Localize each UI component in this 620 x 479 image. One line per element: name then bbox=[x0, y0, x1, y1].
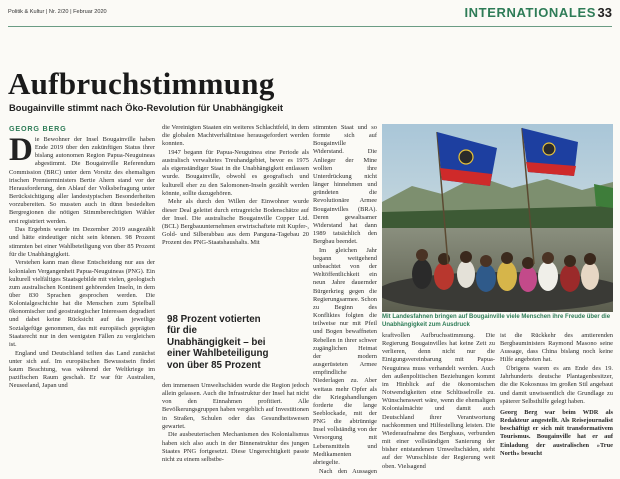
paragraph: die Vereinigten Staaten ein weiteres Schlachtfeld, in dem die globalen Machtverhältnisse herausgefordert werden konnten. bbox=[162, 124, 309, 148]
section-title: INTERNATIONALES bbox=[464, 5, 596, 20]
drop-cap: D bbox=[9, 136, 33, 168]
article-column-2-upper bbox=[162, 124, 309, 304]
paragraph: Übrigens waren es am Ende des 19. Jahrhunderts deutsche Plantagenbesitzer, die die Kokosnuss im großen Stil angebaut und damit unwissentlich die Grundlage zu späterer Selbsthilfe gelegt haben. bbox=[500, 365, 613, 405]
crowd bbox=[412, 249, 599, 292]
article-column-2-lower bbox=[162, 382, 309, 476]
paragraph: 1947 begann für Papua-Neuguinea eine Periode als australisch verwaltetes Treuhandgebiet, bevor es 1975 als eigenständiger Staat in die Unabhängigkeit entlassen wurde. Bougainville, obwohl es geografisch und kulturell eher zu den Salomonen-Inseln gezählt werden könnte, sollte dazugehören. bbox=[162, 148, 309, 197]
article-column-1 bbox=[9, 136, 155, 474]
flag-far-right bbox=[594, 184, 613, 208]
page-number: 33 bbox=[597, 5, 612, 20]
paragraph: Verstehen kann man diese Entscheidung nur aus der kolonialen Vergangenheit Papua-Neuguineas (PNG). Ein kulturell vielfältiges Staatsgebilde mit vielen, geologisch zum australischen Kontinent gehörenden Inseln, in dem über 830 Sprachen gesprochen werden. Die Kolonialgeschichte hat die Menschen zum Spielball ökonomischer und geostrategischer Interessen degradiert und dabei keine Rücksicht auf das jeweilige Sozialgefüge genommen, das mit europäisch geprägten Staatsrecht nur in den wenigsten Fällen zu vergleichen ist. bbox=[9, 259, 155, 348]
flag-right-emblem bbox=[543, 143, 555, 155]
paragraph: England und Deutschland teilten das Land zunächst unter sich auf. Im europäischen Bewusstsein findet kaum Beachtung, was während der Weltkriege im pazifischen Raum geschah. Er war für Australien, Neuseeland, Japan und bbox=[9, 349, 155, 390]
article-column-5 bbox=[500, 332, 613, 476]
paragraph: Nach den Aussagen bbox=[319, 467, 377, 475]
pull-quote: 98 Prozent votierten für die Unabhängigkeit – bei einer Wahlbeteiligung von über 85 Prozent bbox=[167, 314, 269, 371]
subheadline: Bougainville stimmt nach Öko-Revolution für Unabhängigkeit bbox=[9, 102, 283, 113]
paragraph: stimmten Staat und so formte sich auf Bougainville Widerstand. Die Anlieger der Mine wollten ihre Unterdrückung nicht länger hinnehmen und gründeten die Revolutionäre Armee Bougainvilles (BRA). Deren gewaltsamer Widerstand hat dann 1989 tatsächlich den Bergbau beendet. bbox=[313, 124, 377, 246]
author-bio: Georg Berg war beim WDR als Redakteur angestellt. Als Reisejournalist beschäftigt er sich mit transformativem Tourismus. Bougainville hat er auf Einladung der australischen »True North« besucht bbox=[500, 408, 613, 457]
headline: Aufbruchstimmung bbox=[8, 66, 275, 101]
article-column-4 bbox=[382, 332, 495, 476]
flag-left-emblem bbox=[459, 150, 473, 164]
article-column-3-main-block bbox=[313, 124, 377, 476]
author-byline: GEORG BERG bbox=[9, 124, 67, 133]
paragraph: den immensen Umweltschäden wurde die Region jedoch allein gelassen. Auch die Infrastruktur der Insel hat nicht von den Einnahmen profitiert. Alle Bevölkerungsgruppen haben vergeblich auf Investitionen in Straßen, Schulen oder das Gesundheitswesen gewartet. bbox=[162, 382, 309, 430]
photo bbox=[382, 124, 613, 312]
paragraph: ist die Rückkehr des amtierenden Bergbauministers Raymond Masono seine Aussage, dass China bislang noch keine Hilfe angeboten hat. bbox=[500, 332, 613, 364]
issue-header: Politik & Kultur | Nr. 2/20 | Februar 2020 bbox=[8, 9, 107, 15]
paragraph: Die ausbeuterischen Mechanismen des Kolonialismus haben sich also auch in der Binnenstruktur des jungen Staates PNG fortgesetzt. Diese Ungerechtigkeit passte nicht zu einem selbstbe- bbox=[162, 431, 309, 463]
paragraph: Im gleichen Jahr begann weitgehend unbeachtet von der Weltöffentlichkeit ein neun Jahre dauernder Bürgerkrieg gegen die Regierungsarmee. Schon zu Beginn des Konfliktes folgten die teilweise nur mit Pfeil und Bogen bewaffneten Rebellen in ihrer schwer zugänglichen Heimat der modern ausgerüsteten Armee empfindliche Niederlagen zu. Aber weitaus mehr Opfer als die Kriegshandlungen forderte die lange Seeblockade, mit der PNG die abtrünnige Insel vollständig von der Versorgung mit Lebensmitteln und Medikamenten abriegelte. bbox=[313, 246, 377, 466]
photo-caption: Mit Landesfahnen bringen auf Bougainville viele Menschen ihre Freude über die Unabhängigkeit zum Ausdruck bbox=[382, 314, 611, 328]
paragraph: kraftvollen Aufbruchsstimmung. Die Regierung Bougainvilles hat keine Zeit zu verlieren, denn nicht nur die Einigungsvereinbarung mit Papua-Neuguinea muss verhandelt werden. Auch den außenpolitischen Beziehungen kommt im Hinblick auf die ökonomischen Notwendigkeiten eine Schlüsselrolle zu. Wünschenswert wäre, wenn die ehemaligen Kolonialmächte und damit auch Deutschland ihrer Verantwortung nachkommen und Hilfestellung leisten. Die Wiederaufnahme des Bergbaus, verbunden mit einer vollständigen Sanierung der bisher entstandenen Umweltschäden, steht auf der Wunschliste der Regierung weit oben. Vielsagend bbox=[382, 332, 495, 470]
paragraph: Das Ergebnis wurde im Dezember 2019 ausgezählt und hätte eindeutiger nicht sein können. 98 Prozent stimmten bei einer Wahlbeteiligung von über 85 Prozent für die Unabhängigkeit. bbox=[9, 226, 155, 258]
landscape-photo bbox=[382, 124, 613, 312]
paragraph: Mehr als durch den Willen der Einwohner wurde dieser Deal geleitet durch ertragreiche Bodenschätze auf der Insel. Die australische Bougainville Copper Ltd. (BCL) Bergbauunternehmen erwirtschaftete mit Kupfer-, Gold- und Silberabbau aus dem Panguna-Tagebau 20 Prozent des PNG-Staatshaushalts. Mit bbox=[162, 198, 309, 247]
paragraph: Die Bewohner der Insel Bougainville haben Ende 2019 über den zukünftigen Status ihrer bislang autonomen Region Papua-Neuguineas abgestimmt. Die Bougainville Referendum Commission (BRC) unter dem Vorsitz des ehemaligen irischen Premierministers Bertie Ahern stand vor der Herausforderung, den Ablauf der Volksbefragung unter Berücksichtigung aller landestypischen Besonderheiten vorzubereiten. So mussten auch in dünn besiedelten Bergregionen die nötigen Stimmberechtigten Wähler erst registriert werden. bbox=[9, 136, 155, 225]
header-rule bbox=[8, 26, 612, 27]
